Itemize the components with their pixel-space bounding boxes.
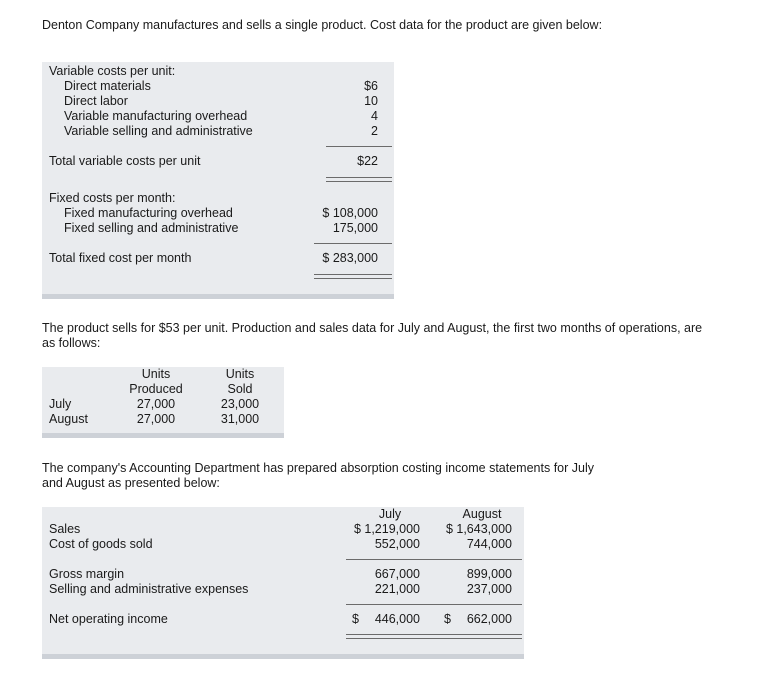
net-income-double-rule-top — [346, 634, 522, 635]
fixed-mfg-overhead-value: $ 108,000 — [322, 206, 378, 220]
units-row-july-produced: 27,000 — [136, 397, 176, 411]
direct-materials-value: $6 — [364, 79, 378, 93]
sales-paragraph: The product sells for $53 per unit. Production and sales data for July and August, the first two months of operations, are as follows: — [42, 321, 703, 350]
units-table-bottom-bar — [42, 433, 284, 438]
fixed-mfg-overhead-label: Fixed manufacturing overhead — [64, 206, 233, 220]
fixed-subtotal-rule — [314, 243, 392, 244]
units-row-july-sold: 23,000 — [220, 397, 260, 411]
variable-mfg-overhead-label: Variable manufacturing overhead — [64, 109, 248, 123]
sga-july: 221,000 — [374, 582, 420, 596]
units-row-august-month: August — [49, 412, 88, 426]
net-income-label: Net operating income — [49, 612, 168, 626]
fixed-selling-admin-label: Fixed selling and administrative — [64, 221, 239, 235]
variable-total-double-rule-top — [326, 177, 392, 178]
total-variable-value: $22 — [357, 154, 378, 168]
direct-labor-value: 10 — [364, 94, 378, 108]
direct-labor-label: Direct labor — [64, 94, 128, 108]
gross-margin-august: 899,000 — [466, 567, 512, 581]
units-row-july-month: July — [49, 397, 72, 411]
variable-subtotal-rule — [326, 146, 392, 147]
fixed-selling-admin-value: 175,000 — [332, 221, 378, 235]
col-header-august: August — [462, 507, 502, 521]
cogs-july: 552,000 — [374, 537, 420, 551]
cogs-august: 744,000 — [466, 537, 512, 551]
variable-selling-admin-label: Variable selling and administrative — [64, 124, 253, 138]
fixed-costs-heading: Fixed costs per month: — [49, 191, 176, 205]
produced-header-line1: Units — [141, 367, 171, 381]
sales-label: Sales — [49, 522, 81, 536]
variable-mfg-overhead-value: 4 — [371, 109, 378, 123]
sales-july: $ 1,219,000 — [353, 522, 420, 536]
net-income-rule — [346, 604, 522, 605]
total-fixed-label: Total fixed cost per month — [49, 251, 192, 265]
net-income-august: 662,000 — [466, 612, 512, 626]
intro-text: Denton Company manufactures and sells a single product. Cost data for the product are given below: — [42, 18, 603, 32]
gross-margin-rule — [346, 559, 522, 560]
statement-paragraph: The company's Accounting Department has prepared absorption costing income statements for July and August as presented below: — [42, 461, 594, 490]
net-income-double-rule-bottom — [346, 638, 522, 639]
col-header-july: July — [378, 507, 402, 521]
fixed-total-double-rule-top — [314, 274, 392, 275]
net-income-august-currency: $ — [444, 612, 451, 626]
variable-costs-heading: Variable costs per unit: — [49, 64, 176, 78]
units-row-august-sold: 31,000 — [220, 412, 260, 426]
income-statement-bottom-bar — [42, 654, 524, 659]
units-row-august-produced: 27,000 — [136, 412, 176, 426]
gross-margin-july: 667,000 — [374, 567, 420, 581]
produced-header-line2: Produced — [129, 382, 183, 396]
total-fixed-value: $ 283,000 — [322, 251, 378, 265]
net-income-july-currency: $ — [352, 612, 359, 626]
cogs-label: Cost of goods sold — [49, 537, 153, 551]
sales-august: $ 1,643,000 — [445, 522, 512, 536]
gross-margin-label: Gross margin — [49, 567, 125, 581]
sga-august: 237,000 — [466, 582, 512, 596]
total-variable-label: Total variable costs per unit — [49, 154, 201, 168]
sold-header-line2: Sold — [227, 382, 253, 396]
direct-materials-label: Direct materials — [64, 79, 151, 93]
variable-selling-admin-value: 2 — [371, 124, 378, 138]
net-income-july: 446,000 — [374, 612, 420, 626]
cost-table-bottom-bar — [42, 294, 394, 299]
variable-total-double-rule-bottom — [326, 181, 392, 182]
sold-header-line1: Units — [225, 367, 255, 381]
sga-label: Selling and administrative expenses — [49, 582, 249, 596]
fixed-total-double-rule-bottom — [314, 278, 392, 279]
